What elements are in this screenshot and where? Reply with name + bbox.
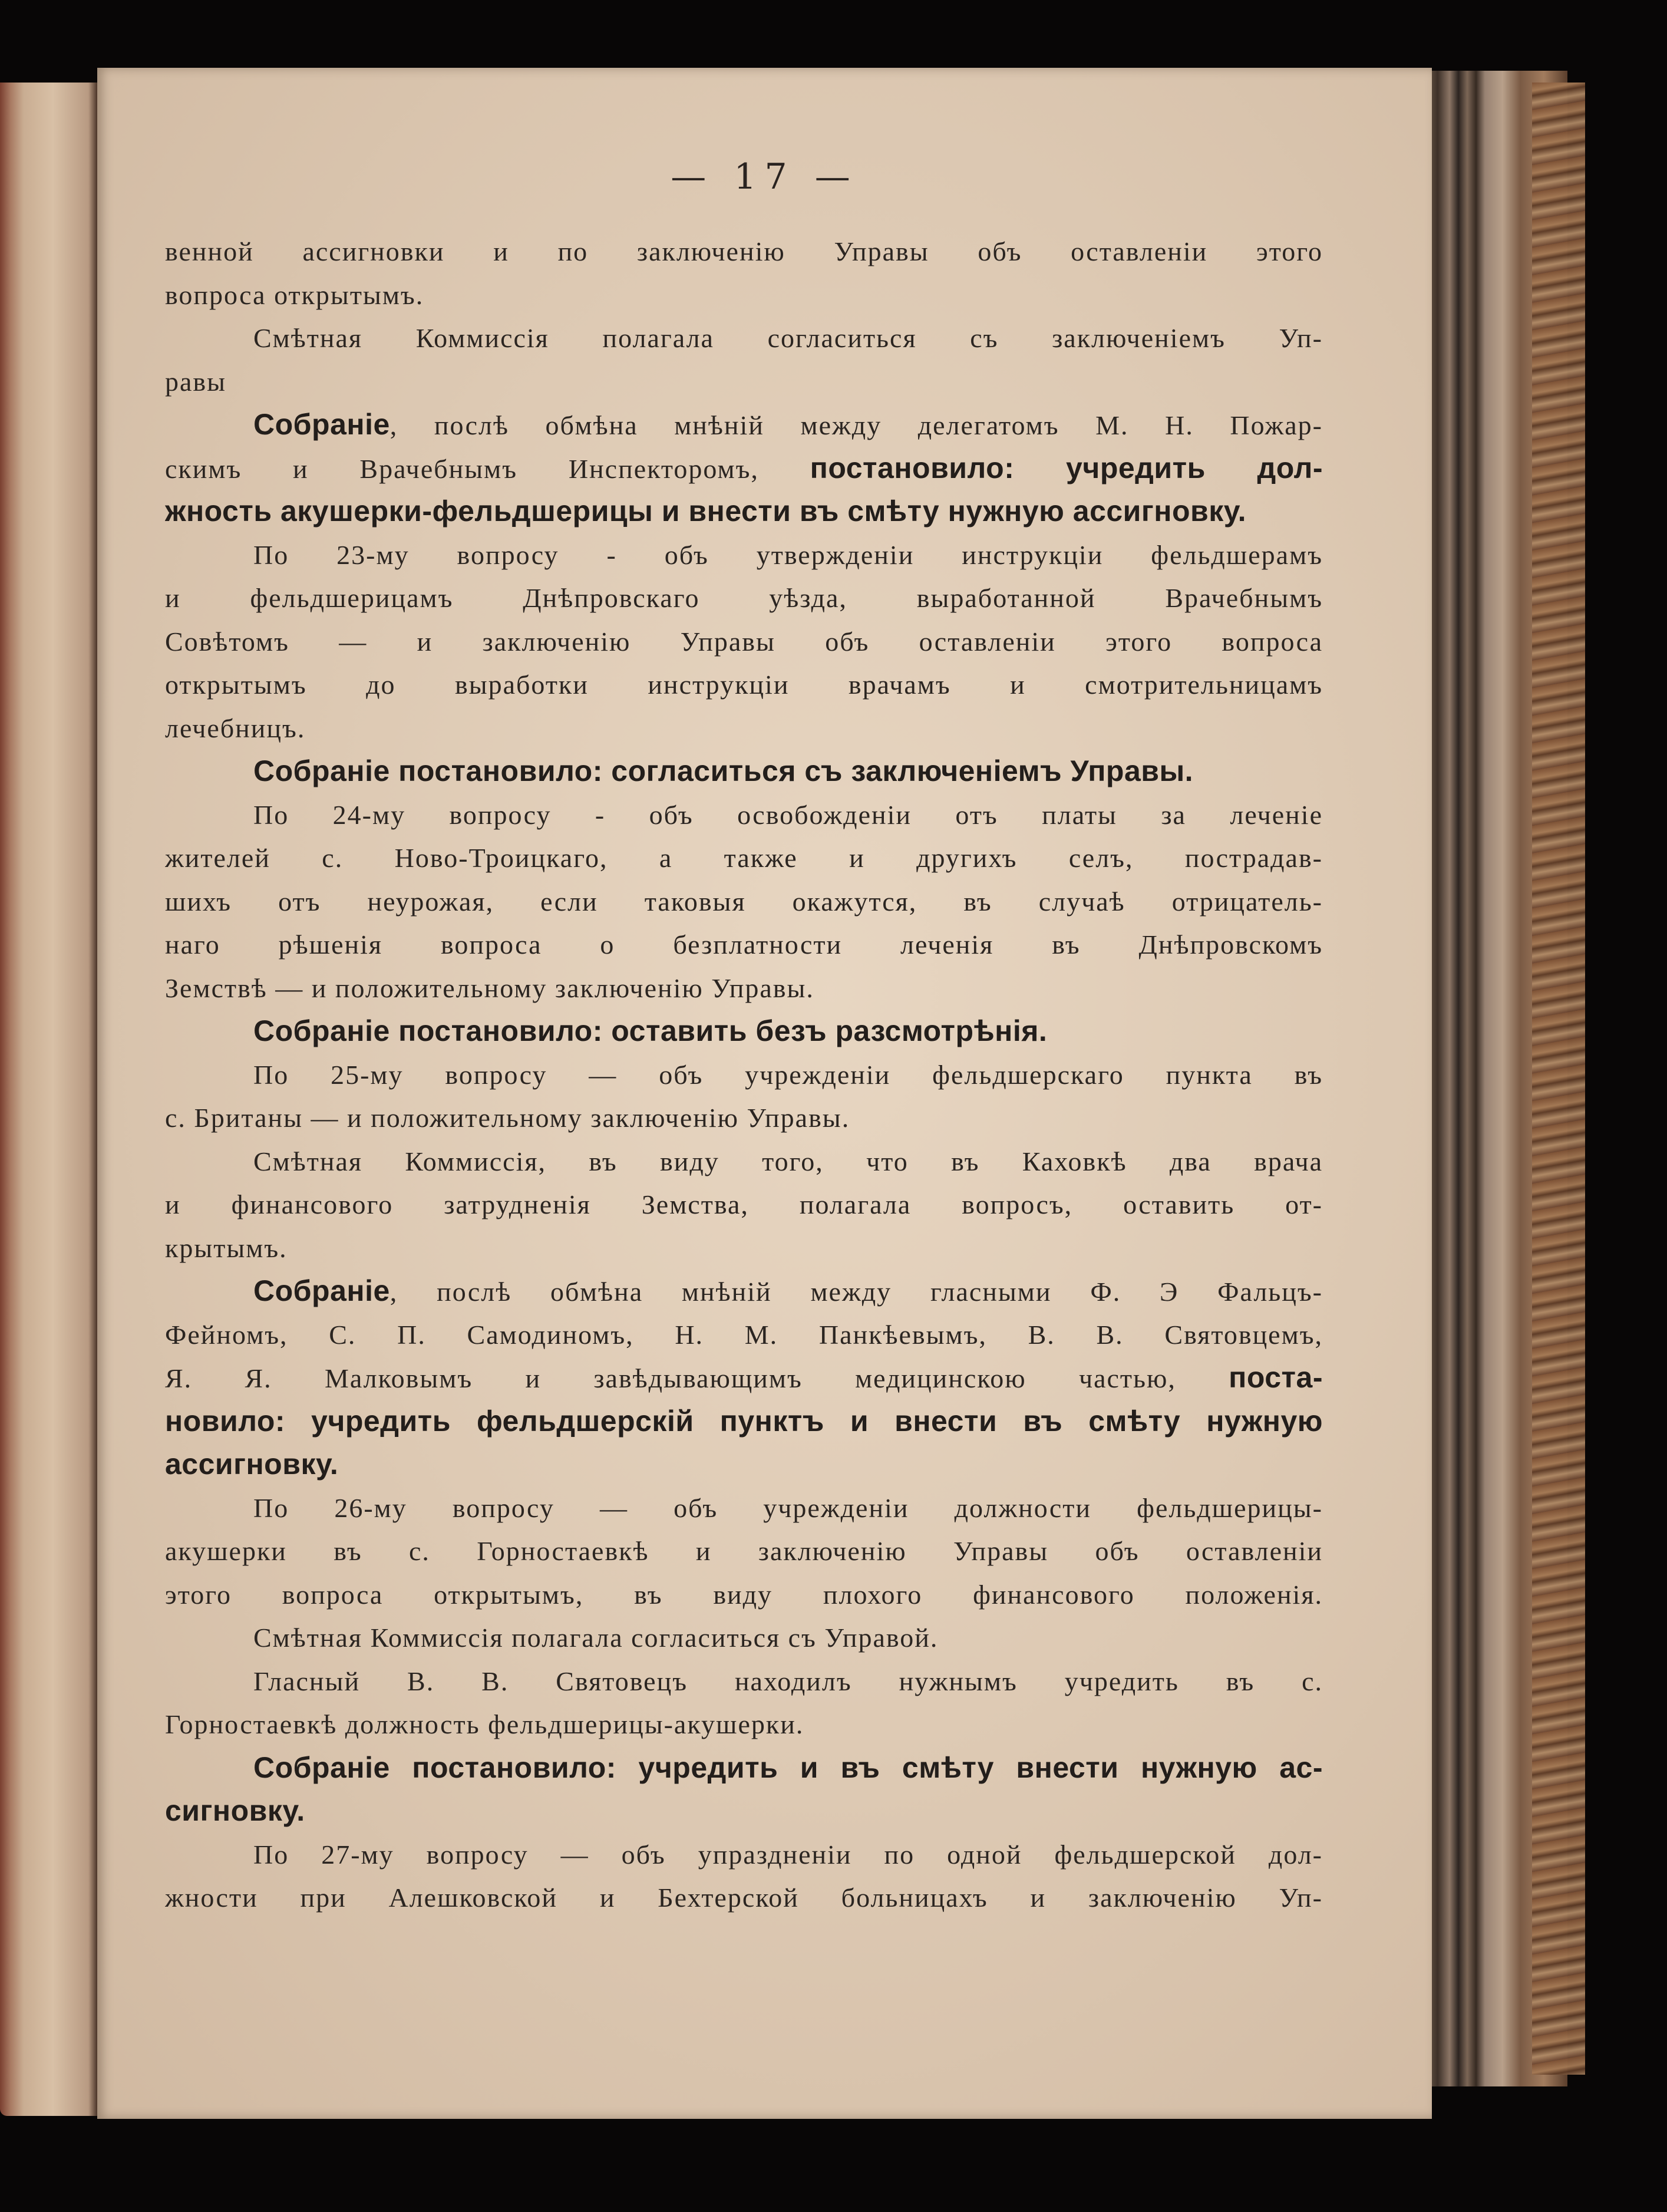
text-line: акушерки въ с. Горностаевкѣ и заключенію Управы объ оставленіи — [165, 1536, 1323, 1566]
text-line: По 23-му вопросу - объ утвержденіи инструкціи фельдшерамъ — [253, 539, 1323, 570]
text-line: По 24-му вопросу - объ освобожденіи отъ платы за леченіе — [253, 799, 1323, 830]
text-line: жность акушерки-фельдшерицы и внести въ смѣту нужную ассигновку. — [165, 495, 1247, 528]
text-line: открытымъ до выработки инструкціи врачамъ и смотрительницамъ — [165, 670, 1323, 700]
text-line: новило: учредить фельдшерскій пунктъ и внести въ смѣту нужную — [165, 1404, 1323, 1438]
text-line: Собраніе, послѣ обмѣна мнѣній между гласными Ф. Э Фальцъ- — [253, 1274, 1323, 1307]
text-line: и финансового затрудненія Земства, полагала вопросъ, оставить от- — [165, 1189, 1323, 1219]
text-line: ассигновку. — [165, 1448, 339, 1481]
book-cover-edge — [1532, 83, 1585, 2075]
text-line: скимъ и Врачебнымъ Инспекторомъ, постановило: учредить дол- — [165, 451, 1323, 484]
text-line: наго рѣшенія вопроса о безплатности леченія въ Днѣпровскомъ — [165, 929, 1323, 960]
text-line: Фейномъ, С. П. Самодиномъ, Н. М. Панкѣевымъ, В. В. Святовцемъ, — [165, 1319, 1323, 1350]
page-number: — 17 — — [671, 156, 859, 197]
text-line: По 27-му вопросу — объ упраздненіи по одной фельдшерской дол- — [253, 1839, 1323, 1870]
text-line: жителей с. Ново-Троицкаго, а также и другихъ селъ, пострадав- — [165, 843, 1323, 873]
text-line: Я. Я. Малковымъ и завѣдывающимъ медицинскою частью, поста- — [165, 1361, 1323, 1394]
text-line: и фельдшерицамъ Днѣпровскаго уѣзда, выработанной Врачебнымъ — [165, 583, 1323, 613]
text-line: венной ассигновки и по заключенію Управы объ оставленіи этого — [165, 236, 1323, 266]
text-line: вопроса открытымъ. — [165, 279, 424, 310]
text-line: Смѣтная Коммиссія полагала согласиться съ Управой. — [253, 1623, 939, 1653]
text-line: Горностаевкѣ должность фельдшерицы-акушерки. — [165, 1709, 804, 1739]
text-line: крытымъ. — [165, 1232, 288, 1263]
text-line: По 25-му вопросу — объ учрежденіи фельдшерскаго пункта въ — [253, 1059, 1323, 1090]
text-line: этого вопроса открытымъ, въ виду плохого финансового положенія. — [165, 1579, 1323, 1610]
text-line: Совѣтомъ — и заключенію Управы объ оставленіи этого вопроса — [165, 626, 1323, 657]
text-line: сигновку. — [165, 1794, 305, 1827]
text-line: Смѣтная Коммиссія, въ виду того, что въ Каховкѣ два врача — [253, 1146, 1323, 1176]
left-page-edge — [0, 83, 97, 2116]
page-body-text — [165, 230, 1323, 1920]
text-line: Земствѣ — и положительному заключенію Управы. — [165, 973, 814, 1003]
text-line: По 26-му вопросу — объ учрежденіи должности фельдшерицы- — [253, 1492, 1323, 1523]
text-line: жности при Алешковской и Бехтерской больницахъ и заключенію Уп- — [165, 1883, 1323, 1913]
text-line: Собраніе, послѣ обмѣна мнѣній между делегатомъ М. Н. Пожар- — [253, 408, 1323, 441]
document-page — [97, 68, 1432, 2119]
text-line: Смѣтная Коммиссія полагала согласиться съ заключеніемъ Уп- — [253, 323, 1323, 353]
text-line: с. Британы — и положительному заключенію Управы. — [165, 1103, 850, 1133]
text-line: лечебницъ. — [165, 713, 306, 743]
text-line: Собраніе постановило: оставить безъ разсмотрѣнія. — [253, 1014, 1048, 1047]
text-line: Собраніе постановило: учредить и въ смѣту внести нужную ас- — [253, 1751, 1323, 1784]
text-line: Собраніе постановило: согласиться съ заключеніемъ Управы. — [253, 754, 1194, 787]
text-line: шихъ отъ неурожая, если таковыя окажутся, въ случаѣ отрицатель- — [165, 886, 1323, 917]
text-line: равы — [165, 366, 227, 397]
text-line: Гласный В. В. Святовецъ находилъ нужнымъ учредить въ с. — [253, 1666, 1323, 1696]
